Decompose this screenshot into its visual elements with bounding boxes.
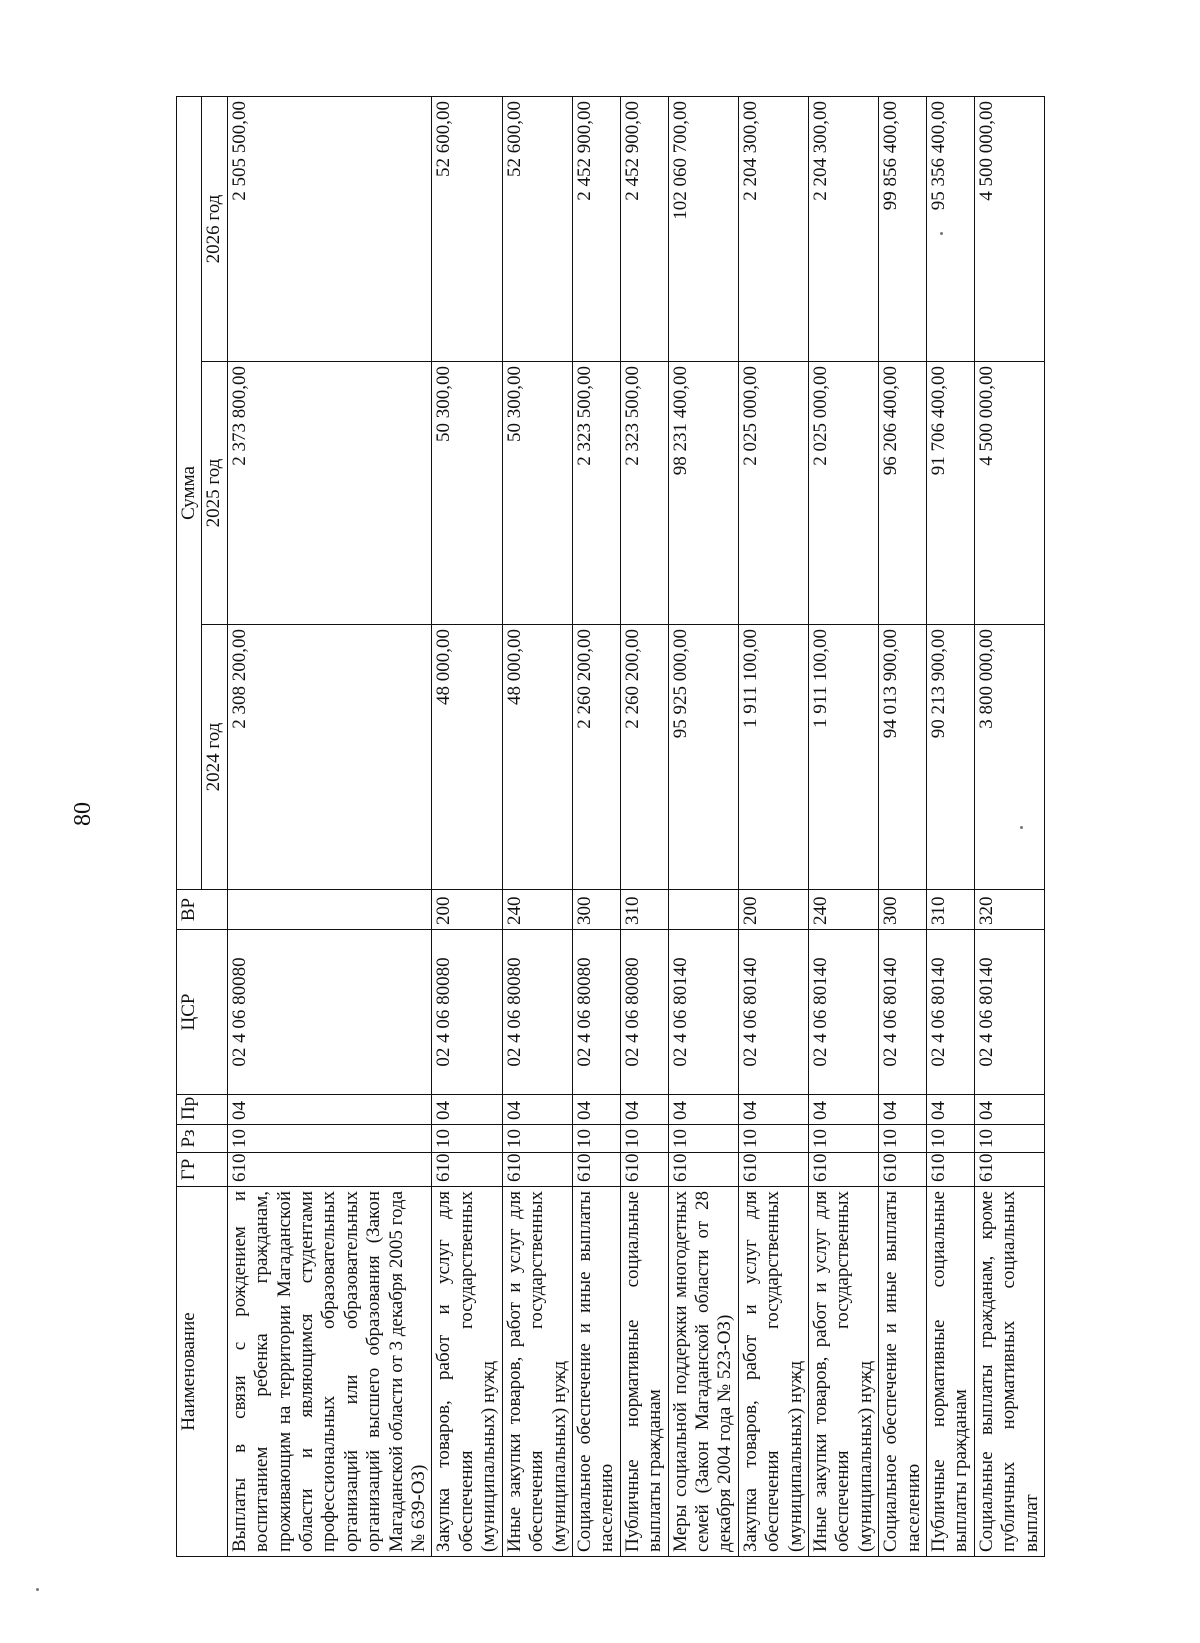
- row-vr: 310: [927, 890, 975, 930]
- row-name: Социальное обеспечение и иные выплаты населению: [572, 1187, 620, 1557]
- row-rz: 10: [808, 1125, 878, 1153]
- row-rz: 10: [572, 1125, 620, 1153]
- row-pr: 04: [974, 1095, 1044, 1125]
- row-gr: 610: [620, 1153, 668, 1187]
- row-rz: 10: [738, 1125, 808, 1153]
- row-rz: 10: [502, 1125, 572, 1153]
- row-name: Меры социальной поддержки многодетных семей (Закон Магаданской области от 28 декабря 2004 года № 523-ОЗ): [668, 1187, 738, 1557]
- table-row: [572, 97, 620, 1557]
- row-name: Закупка товаров, работ и услуг для обеспечения государственных (муниципальных) нужд: [432, 1187, 502, 1557]
- row-csr: 02 4 06 80140: [808, 930, 878, 1095]
- row-vr: 200: [738, 890, 808, 930]
- page-number: 80: [70, 802, 96, 826]
- table-row: [227, 97, 432, 1557]
- row-2026: 4 500 000,00: [974, 97, 1044, 362]
- row-rz: 10: [927, 1125, 975, 1153]
- header-gr: ГР: [177, 1153, 228, 1187]
- row-vr: 240: [502, 890, 572, 930]
- row-pr: 04: [808, 1095, 878, 1125]
- header-vr: ВР: [177, 890, 228, 930]
- row-2024: 2 260 200,00: [572, 625, 620, 890]
- row-2025: 50 300,00: [432, 362, 502, 625]
- row-2026: 2 505 500,00: [227, 97, 432, 362]
- row-csr: 02 4 06 80140: [927, 930, 975, 1095]
- budget-table: [176, 96, 1045, 1557]
- row-name: Иные закупки товаров, работ и услуг для обеспечения государственных (муниципальных) нужд: [502, 1187, 572, 1557]
- row-2024: 94 013 900,00: [879, 625, 927, 890]
- table-row: [738, 97, 808, 1557]
- row-csr: 02 4 06 80140: [974, 930, 1044, 1095]
- header-rz: Рз: [177, 1125, 228, 1153]
- header-2026: 2026 год: [202, 97, 227, 362]
- row-pr: 04: [572, 1095, 620, 1125]
- row-2024: 90 213 900,00: [927, 625, 975, 890]
- row-2026: 2 204 300,00: [808, 97, 878, 362]
- row-csr: 02 4 06 80080: [227, 930, 432, 1095]
- row-2025: 2 025 000,00: [738, 362, 808, 625]
- rotated-table-container: [176, 97, 1042, 1557]
- row-name: Иные закупки товаров, работ и услуг для обеспечения государственных (муниципальных) нужд: [808, 1187, 878, 1557]
- row-name: Социальные выплаты гражданам, кроме публичных нормативных социальных выплат: [974, 1187, 1044, 1557]
- row-2024: 95 925 000,00: [668, 625, 738, 890]
- row-csr: 02 4 06 80080: [432, 930, 502, 1095]
- row-rz: 10: [668, 1125, 738, 1153]
- row-2026: 99 856 400,00: [879, 97, 927, 362]
- row-vr: 300: [572, 890, 620, 930]
- row-gr: 610: [808, 1153, 878, 1187]
- row-name: Закупка товаров, работ и услуг для обеспечения государственных (муниципальных) нужд: [738, 1187, 808, 1557]
- row-pr: 04: [227, 1095, 432, 1125]
- row-2024: 48 000,00: [502, 625, 572, 890]
- row-vr: 320: [974, 890, 1044, 930]
- row-gr: 610: [738, 1153, 808, 1187]
- table-row: [927, 97, 975, 1557]
- row-2024: 1 911 100,00: [738, 625, 808, 890]
- table-row: [432, 97, 502, 1557]
- row-2024: 2 260 200,00: [620, 625, 668, 890]
- row-pr: 04: [927, 1095, 975, 1125]
- header-2025: 2025 год: [202, 362, 227, 625]
- row-gr: 610: [227, 1153, 432, 1187]
- header-csr: ЦСР: [177, 930, 228, 1095]
- table-row: [502, 97, 572, 1557]
- header-pr: Пр: [177, 1095, 228, 1125]
- row-2026: 2 204 300,00: [738, 97, 808, 362]
- row-vr: [668, 890, 738, 930]
- header-row-top: [177, 97, 202, 1557]
- row-pr: 04: [620, 1095, 668, 1125]
- row-2025: 2 323 500,00: [572, 362, 620, 625]
- row-gr: 610: [927, 1153, 975, 1187]
- row-gr: 610: [879, 1153, 927, 1187]
- row-name: Публичные нормативные социальные выплаты гражданам: [927, 1187, 975, 1557]
- row-rz: 10: [879, 1125, 927, 1153]
- row-2025: 91 706 400,00: [927, 362, 975, 625]
- row-2025: 4 500 000,00: [974, 362, 1044, 625]
- row-rz: 10: [432, 1125, 502, 1153]
- row-name: Социальное обеспечение и иные выплаты населению: [879, 1187, 927, 1557]
- row-csr: 02 4 06 80140: [668, 930, 738, 1095]
- row-2026: 102 060 700,00: [668, 97, 738, 362]
- row-csr: 02 4 06 80140: [738, 930, 808, 1095]
- row-pr: 04: [738, 1095, 808, 1125]
- row-2025: 2 323 500,00: [620, 362, 668, 625]
- row-pr: 04: [432, 1095, 502, 1125]
- row-pr: 04: [879, 1095, 927, 1125]
- row-rz: 10: [974, 1125, 1044, 1153]
- row-csr: 02 4 06 80080: [572, 930, 620, 1095]
- row-gr: 610: [572, 1153, 620, 1187]
- scan-speck: [36, 1588, 39, 1591]
- row-vr: [227, 890, 432, 930]
- table-row: [668, 97, 738, 1557]
- table-row: [808, 97, 878, 1557]
- row-csr: 02 4 06 80080: [620, 930, 668, 1095]
- row-2026: 2 452 900,00: [572, 97, 620, 362]
- table-row: [879, 97, 927, 1557]
- row-vr: 310: [620, 890, 668, 930]
- row-gr: 610: [432, 1153, 502, 1187]
- row-vr: 300: [879, 890, 927, 930]
- row-pr: 04: [668, 1095, 738, 1125]
- row-name: Выплаты в связи с рождением и воспитанием ребенка гражданам, проживающим на территории Магаданской области и являющимся студентами профессиональных образовательных организаций или образовательных организаций высшего образования (Закон Магаданской области от 3 декабря 2005 года № 639-ОЗ): [227, 1187, 432, 1557]
- row-2026: 52 600,00: [432, 97, 502, 362]
- row-rz: 10: [227, 1125, 432, 1153]
- row-name: Публичные нормативные социальные выплаты гражданам: [620, 1187, 668, 1557]
- table-row: [620, 97, 668, 1557]
- header-sum: Сумма: [177, 97, 202, 890]
- row-2025: 98 231 400,00: [668, 362, 738, 625]
- row-pr: 04: [502, 1095, 572, 1125]
- row-gr: 610: [668, 1153, 738, 1187]
- row-2025: 50 300,00: [502, 362, 572, 625]
- table-row: [974, 97, 1044, 1557]
- row-2025: 2 373 800,00: [227, 362, 432, 625]
- row-gr: 610: [502, 1153, 572, 1187]
- row-csr: 02 4 06 80140: [879, 930, 927, 1095]
- row-csr: 02 4 06 80080: [502, 930, 572, 1095]
- row-2026: 95 356 400,00: [927, 97, 975, 362]
- row-2024: 48 000,00: [432, 625, 502, 890]
- row-2025: 96 206 400,00: [879, 362, 927, 625]
- row-2026: 52 600,00: [502, 97, 572, 362]
- row-vr: 200: [432, 890, 502, 930]
- header-name: Наименование: [177, 1187, 228, 1557]
- header-2024: 2024 год: [202, 625, 227, 890]
- row-vr: 240: [808, 890, 878, 930]
- row-rz: 10: [620, 1125, 668, 1153]
- row-2025: 2 025 000,00: [808, 362, 878, 625]
- row-2026: 2 452 900,00: [620, 97, 668, 362]
- row-2024: 3 800 000,00: [974, 625, 1044, 890]
- row-2024: 1 911 100,00: [808, 625, 878, 890]
- row-2024: 2 308 200,00: [227, 625, 432, 890]
- row-gr: 610: [974, 1153, 1044, 1187]
